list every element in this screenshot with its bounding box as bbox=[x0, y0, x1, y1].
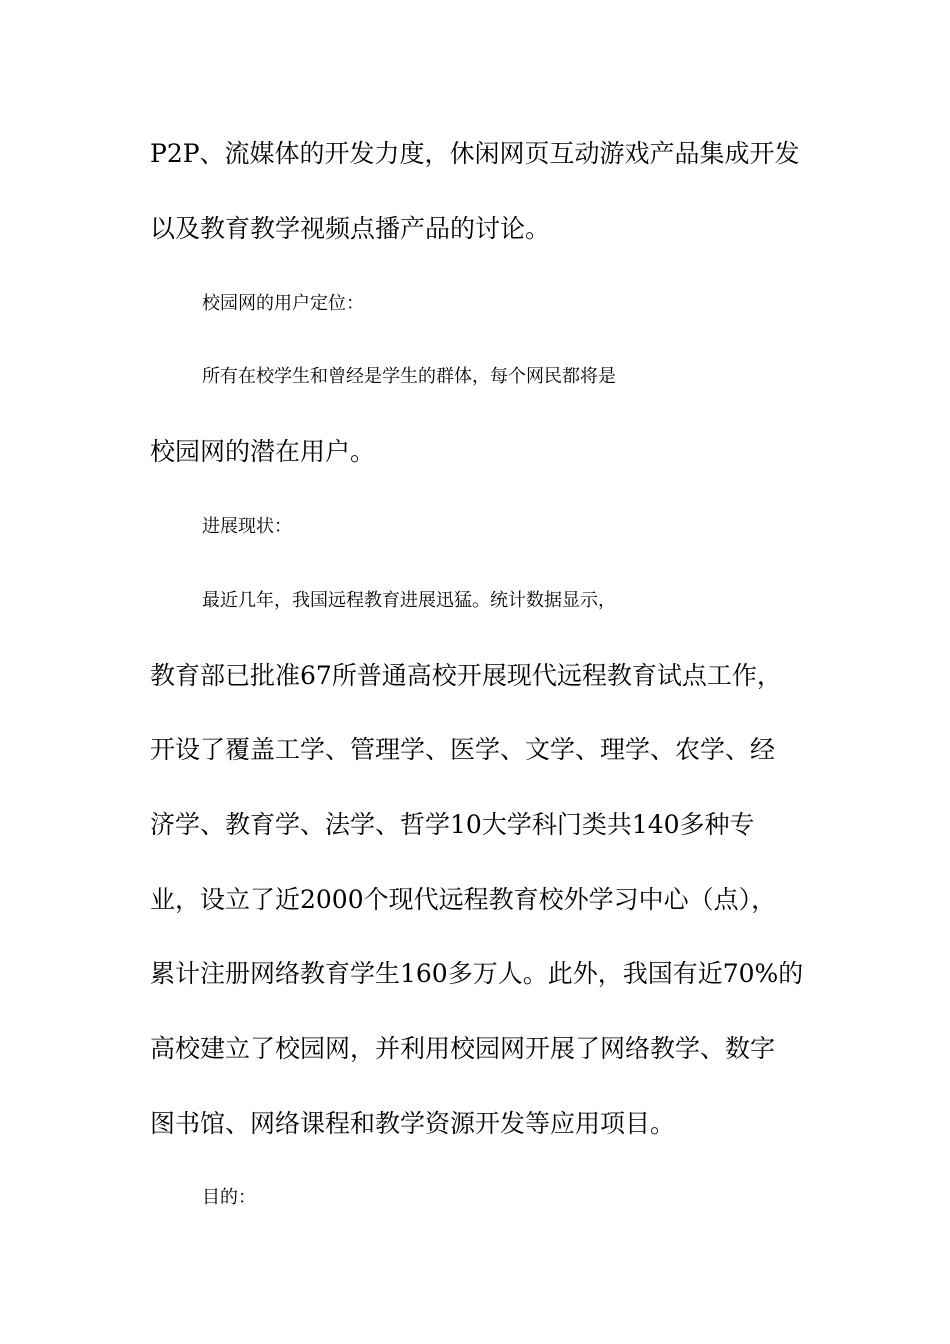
body-text-line: 累计注册网络教育学生160多万人。此外，我国有近70%的 bbox=[150, 959, 804, 988]
body-text-line: 业，设立了近2000个现代远程教育校外学习中心（点）， bbox=[150, 885, 777, 914]
body-text-line: 校园网的潜在用户。 bbox=[150, 437, 376, 466]
section-heading: 校园网的用户定位： bbox=[202, 293, 364, 314]
body-text-line: P2P、流媒体的开发力度，休闲网页互动游戏产品集成开发 bbox=[150, 139, 800, 168]
body-text-line: 教育部已批准67所普通高校开展现代远程教育试点工作， bbox=[150, 661, 782, 690]
body-text-line: 高校建立了校园网，并利用校园网开展了网络教学、数字 bbox=[150, 1034, 776, 1063]
body-text-line: 济学、教育学、法学、哲学10大学科门类共140多种专 bbox=[150, 810, 755, 839]
section-heading: 目的： bbox=[202, 1187, 256, 1208]
body-text-line: 最近几年，我国远程教育进展迅猛。统计数据显示， bbox=[202, 590, 616, 611]
body-text-line: 图书馆、网络课程和教学资源开发等应用项目。 bbox=[150, 1109, 676, 1138]
body-text-line: 以及教育教学视频点播产品的讨论。 bbox=[150, 214, 551, 243]
body-text-line: 所有在校学生和曾经是学生的群体，每个网民都将是 bbox=[202, 366, 616, 387]
body-text-line: 开设了覆盖工学、管理学、医学、文学、理学、农学、经 bbox=[150, 735, 776, 764]
section-heading: 进展现状： bbox=[202, 516, 292, 537]
